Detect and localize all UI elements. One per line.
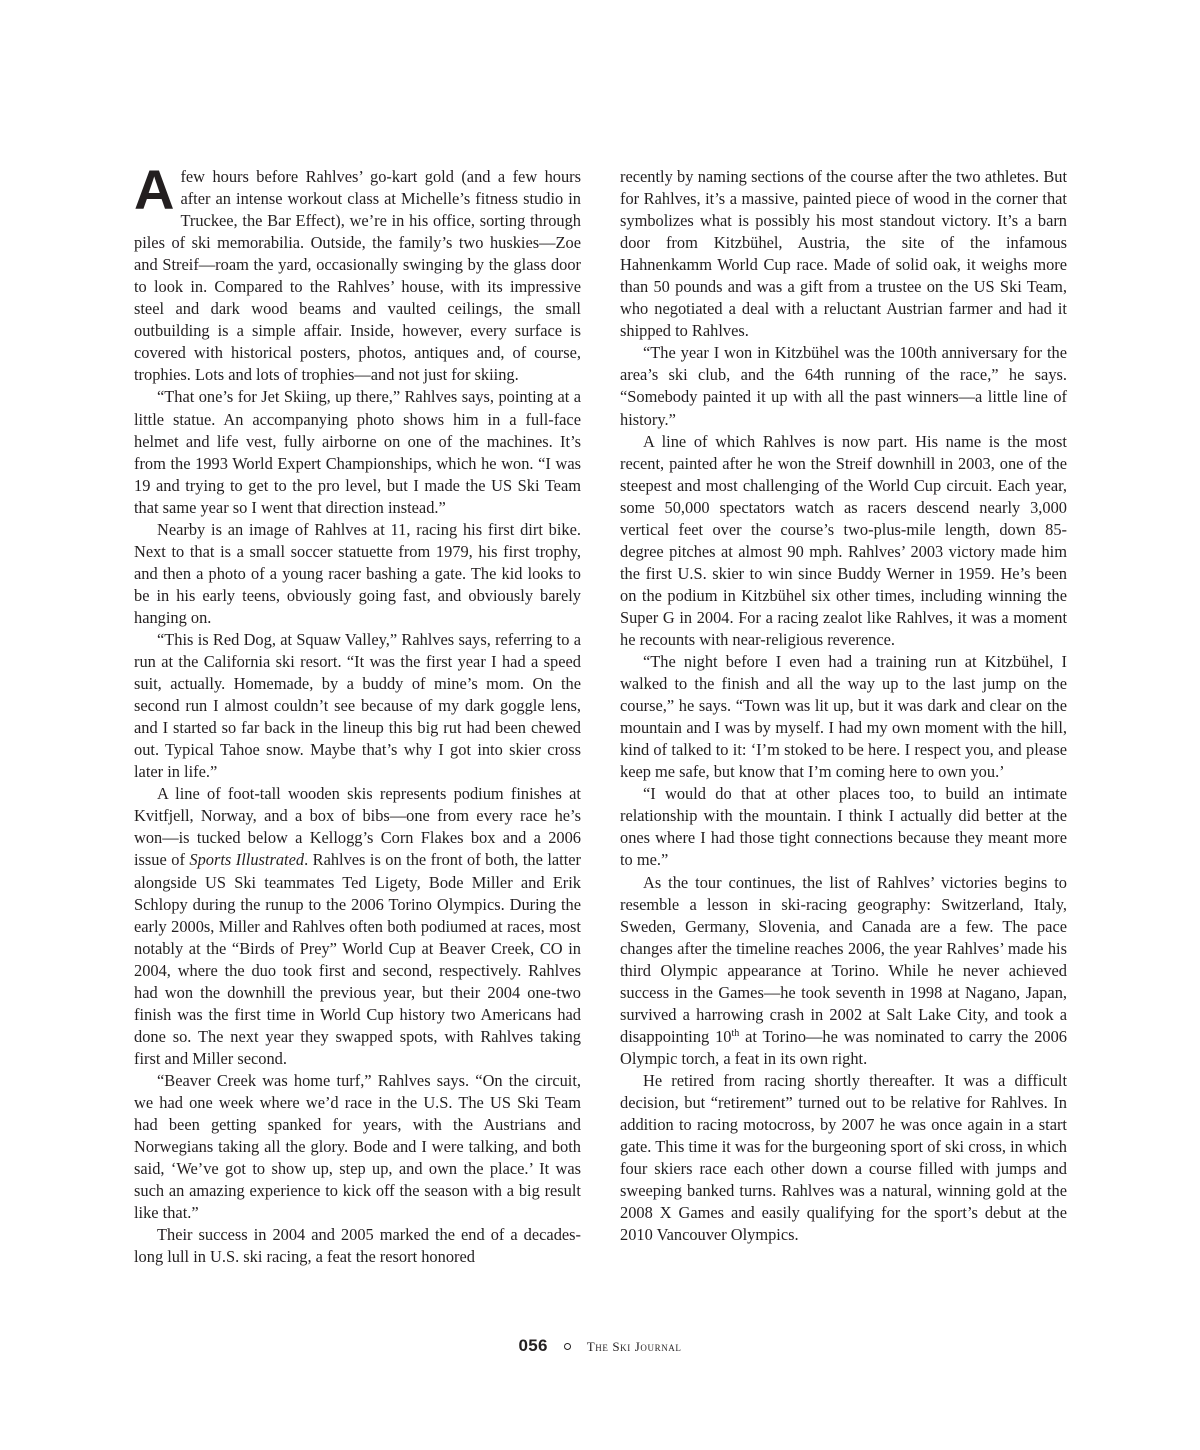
article-column-right [620, 166, 1067, 1246]
paragraph: “Beaver Creek was home turf,” Rahlves says. “On the circuit, we had one week where we’d race in the U.S. The US Ski Team had been getting spanked for years, with the Austrians and Norwegians taking all the glory. Bode and I were talking, and both said, ‘We’ve got to show up, step up, and own the place.’ It was such an amazing experience to kick off the season with a big result like that.” [134, 1070, 581, 1223]
article-column-left [134, 158, 582, 1268]
page-footer [0, 1336, 1200, 1356]
paragraph: “The night before I even had a training run at Kitzbühel, I walked to the finish and all the way up to the last jump on the course,” he says. “Town was lit up, but it was dark and clear on the mountain and I was by myself. I had my own moment with the hill, kind of talked to it: ‘I’m stoked to be here. I respect you, and please keep me safe, but know that I’m coming here to own you.’ [620, 652, 1067, 782]
paragraph: “The year I won in Kitzbühel was the 100th anniversary for the area’s ski club, and the 64th running of the race,” he says. “Somebody painted it up with all the past winners—a little line of history.” [620, 343, 1067, 429]
ordinal-superscript: th [731, 1027, 740, 1039]
paragraph-text: A line of foot-tall wooden skis represents podium finishes at Kvitfjell, Norway, and a box of bibs—one from every race he’s won—is tucked below a Kellogg’s Corn Flakes box and a 2006 issue of [134, 784, 581, 870]
publication-name: The Ski Journal [586, 1339, 682, 1354]
paragraph [620, 872, 1067, 1070]
paragraph: He retired from racing shortly thereafter. It was a difficult decision, but “retirement” turned out to be relative for Rahlves. In addition to racing motocross, by 2007 he was once again in a start gate. This time it was for the burgeoning sport of ski cross, in which four skiers race each other down a course filled with jumps and sweeping banked turns. Rahlves was a natural, winning gold at the 2008 X Games and easily qualifying for the sport’s debut at the 2010 Vancouver Olympics. [620, 1070, 1067, 1245]
drop-cap: A [134, 158, 175, 221]
paragraph: Their success in 2004 and 2005 marked the end of a decades-long lull in U.S. ski racing, a feat the resort honored [134, 1225, 581, 1267]
paragraph [134, 783, 581, 1070]
paragraph: Nearby is an image of Rahlves at 11, racing his first dirt bike. Next to that is a small soccer statuette from 1979, his first trophy, and then a photo of a young racer bashing a gate. The kid looks to be in his early teens, obviously going fast, and obviously barely hanging on. [134, 519, 581, 627]
paragraph-text: few hours before Rahlves’ go-kart gold (and a few hours after an intense workout class at Michelle’s fitness studio in Truckee, the Bar Effect), we’re in his office, sorting through piles of ski memorabilia. Outside, the family’s two huskies—Zoe and Streif—roam the yard, occasionally swinging by the glass door to look in. Compared to the Rahlves’ house, with its impressive steel and dark wood beams and vaulted ceilings, the small outbuilding is a simple affair. Inside, however, every surface is covered with historical posters, photos, antiques and, of course, trophies. Lots and lots of trophies—and not just for skiing. [134, 167, 581, 385]
circle-bullet-icon [564, 1343, 571, 1350]
paragraph: “That one’s for Jet Skiing, up there,” Rahlves says, pointing at a little statue. An accompanying photo shows him in a full-face helmet and life vest, fully airborne on one of the machines. It’s from the 1993 World Expert Championships, which he won. “I was 19 and trying to get to the pro level, but I made the US Ski Team that same year so I went that direction instead.” [134, 387, 581, 517]
page-number: 056 [518, 1336, 548, 1355]
paragraph-continued: recently by naming sections of the course after the two athletes. But for Rahlves, it’s a massive, painted piece of wood in the corner that symbolizes what is possibly his most standout victory. It’s a barn door from Kitzbühel, Austria, the site of the infamous Hahnenkamm World Cup race. Made of solid oak, it weighs more than 50 pounds and was a gift from a trustee on the US Ski Team, who negotiated a deal with a reluctant Austrian farmer and had it shipped to Rahlves. [620, 167, 1067, 341]
paragraph-intro [134, 158, 581, 386]
paragraph: “I would do that at other places too, to build an intimate relationship with the mountain. I think I actually did better at the ones where I had those tight connections because they meant more to me.” [620, 784, 1067, 870]
paragraph: “This is Red Dog, at Squaw Valley,” Rahlves says, referring to a run at the California ski resort. “It was the first year I had a speed suit, actually. Homemade, by a buddy of mine’s mom. On the second run I almost couldn’t see because of my dark goggle lens, and I started so far back in the lineup this big rut had been chewed out. Typical Tahoe snow. Maybe that’s why I got into skier cross later in life.” [134, 629, 581, 782]
magazine-title: Sports Illustrated [189, 850, 305, 870]
paragraph-text: . Rahlves is on the front of both, the latter alongside US Ski teammates Ted Ligety, Bode Miller and Erik Schlopy during the runup to the 2006 Torino Olympics. During the early 2000s, Miller and Rahlves often both podiumed at races, most notably at the “Birds of Prey” World Cup at Beaver Creek, CO in 2004, where the duo took first and second, respectively. Rahlves had won the downhill the previous year, but their 2004 one-two finish was the first time in World Cup history two Americans had done so. The next year they swapped spots, with Rahlves taking first and Miller second. [134, 850, 582, 1068]
paragraph-text: at Torino—he was nominated to carry the 2006 Olympic torch, a feat in its own right. [620, 1026, 1067, 1068]
paragraph: A line of which Rahlves is now part. His name is the most recent, painted after he won the Streif downhill in 2003, one of the steepest and most challenging of the World Cup circuit. Each year, some 50,000 spectators watch as racers descend nearly 3,000 vertical feet over the course’s two-plus-mile length, down 85-degree pitches at almost 90 mph. Rahlves’ 2003 victory made him the first U.S. skier to win since Buddy Werner in 1959. He’s been on the podium in Kitzbühel six other times, including winning the Super G in 2004. For a racing zealot like Rahlves, it was a moment he recounts with near-religious reverence. [620, 431, 1067, 649]
paragraph-text: As the tour continues, the list of Rahlves’ victories begins to resemble a lesson in ski-racing geography: Switzerland, Italy, Sweden, Germany, Slovenia, and Canada are a few. The pace changes after the timeline reaches 2006, the year Rahlves’ made his third Olympic appearance at Torino. While he never achieved success in the Games—he took seventh in 1998 at Nagano, Japan, survived a harrowing crash in 2002 at Salt Lake City, and took a disappointing 10 [620, 872, 1067, 1046]
